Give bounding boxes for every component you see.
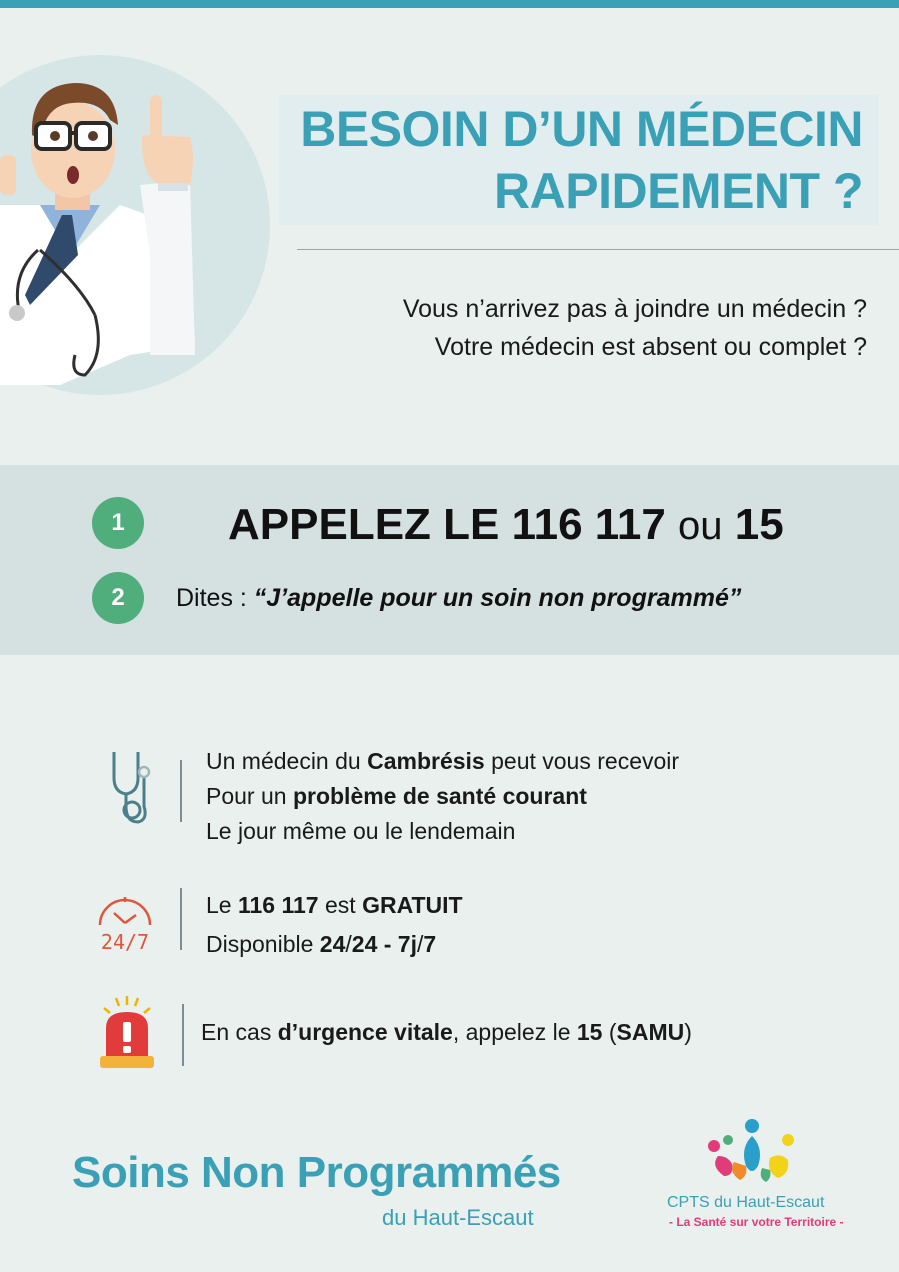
- step-2-badge: 2: [92, 572, 144, 624]
- doctor-illustration: [0, 55, 230, 385]
- logo-tagline: - La Santé sur votre Territoire -: [669, 1215, 844, 1229]
- info-row-1: [206, 744, 679, 849]
- title-line-1: BESOIN D’UN MÉDECIN: [300, 101, 863, 157]
- siren-icon: [96, 996, 158, 1074]
- cpts-logo-icon: [700, 1118, 810, 1190]
- page-title: [263, 98, 863, 222]
- logo-name: CPTS du Haut-Escaut: [667, 1194, 825, 1211]
- steps-band: [0, 465, 899, 655]
- clock-label: 24/7: [100, 930, 150, 953]
- info-row-3: En cas d’urgence vitale, appelez le 15 (SAMU): [201, 1019, 692, 1045]
- row-2-separator: [180, 888, 182, 950]
- say-prefix: Dites :: [176, 584, 254, 612]
- call-or-text: ou: [678, 504, 723, 548]
- subtitle-line-2: Votre médecin est absent ou complet ?: [434, 333, 867, 361]
- row-1-separator: [180, 760, 182, 822]
- step-2-text: [176, 584, 741, 613]
- row-1-line-1: Un médecin du Cambrésis peut vous recevoir: [206, 748, 680, 774]
- step-1-text: [228, 497, 784, 553]
- step-1-badge: 1: [92, 497, 144, 549]
- call-alt-number: 15: [734, 500, 784, 549]
- row-2-line-2: Disponible 24/24 - 7j/7: [206, 931, 437, 957]
- brand-subtitle: du Haut-Escaut: [382, 1205, 534, 1230]
- say-quote: “J’appelle pour un soin non programmé”: [253, 584, 742, 612]
- row-1-line-3: Le jour même ou le lendemain: [206, 818, 516, 844]
- subtitle: [247, 290, 867, 366]
- call-number-text: APPELEZ LE 116 117: [228, 500, 666, 549]
- header-divider: [297, 249, 899, 250]
- brand-title: Soins Non Programmés: [72, 1148, 561, 1197]
- top-accent-bar: [0, 0, 899, 8]
- row-1-line-2: Pour un problème de santé courant: [206, 783, 587, 809]
- title-line-2: RAPIDEMENT ?: [494, 163, 863, 219]
- clock-24-7-icon: [92, 893, 158, 953]
- subtitle-line-1: Vous n’arrivez pas à joindre un médecin ?: [402, 295, 867, 323]
- row-2-line-1: Le 116 117 est GRATUIT: [206, 892, 463, 918]
- stethoscope-icon: [104, 748, 152, 828]
- row-3-separator: [182, 1004, 184, 1066]
- info-row-2: [206, 886, 463, 964]
